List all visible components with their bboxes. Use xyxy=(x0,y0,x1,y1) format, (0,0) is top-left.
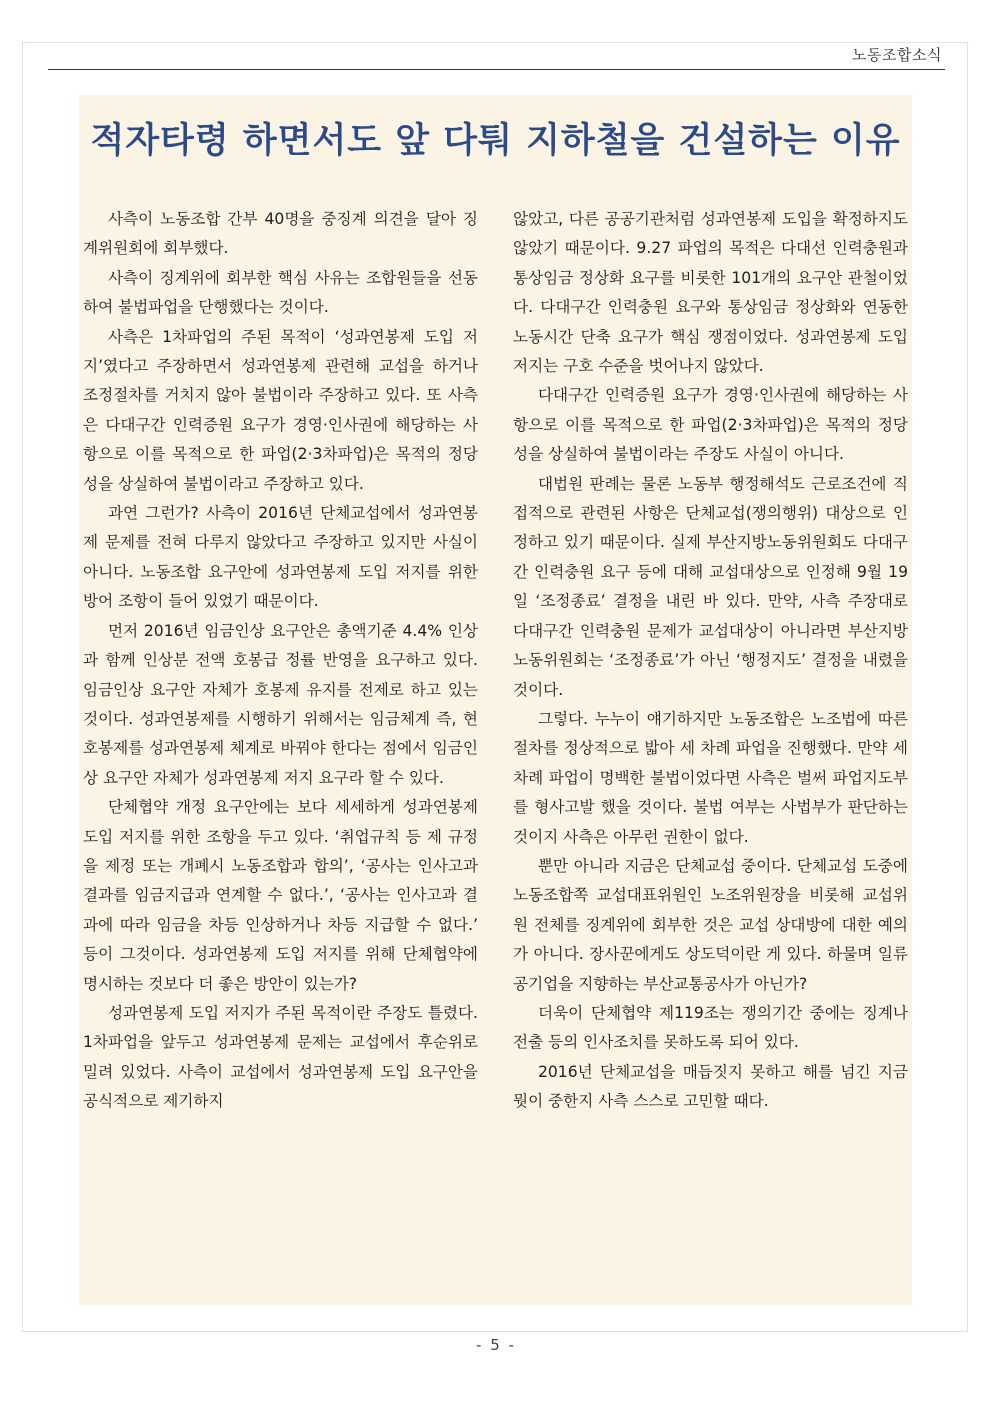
paragraph: 먼저 2016년 임금인상 요구안은 총액기준 4.4% 인상과 함께 인상분 전액 호봉급 정률 반영을 요구하고 있다. 임금인상 요구안 자체가 호봉제 유지를 전제로 하고 있는 것이다. 성과연봉제를 시행하기 위해서는 임금체계 즉, 현 호봉제를 성과연봉제 체계로 바꿔야 한다는 점에서 임금인상 요구안 자체가 성과연봉제 저지 요구라 할 수 있다. xyxy=(83,621,478,787)
paragraph: 성과연봉제 도입 저지가 주된 목적이란 주장도 틀렸다. 1차파업을 앞두고 성과연봉제 문제는 교섭에서 후순위로 밀려 있었다. 사측이 교섭에서 성과연봉제 도입 요구안을 공식적으로 제기하지 xyxy=(83,1003,478,1111)
paragraph: 단체협약 개정 요구안에는 보다 세세하게 성과연봉제 도입 저지를 위한 조항을 두고 있다. ‘취업규칙 등 제 규정을 제정 또는 개폐시 노동조합과 합의’, ‘공사는 인사고과 결과를 임금지급과 연계할 수 없다.’, ‘공사는 인사고과 결과에 따라 임금을 차등 인상하거나 차등 지급할 수 없다.’ 등이 그것이다. 성과연봉제 도입 저지를 위해 단체협약에 명시하는 것보다 더 좋은 방안이 있는가? xyxy=(83,798,478,993)
paragraph-continuation: 않았고, 다른 공공기관처럼 성과연봉제 도입을 확정하지도 않았기 때문이다. 9.27 파업의 목적은 다대선 인력충원과 통상임금 정상화 요구를 비롯한 101개의 요구안 관철이었다. 다대구간 인력충원 요구와 통상임금 정상화와 연동한 노동시간 단축 요구가 핵심 쟁점이었다. 성과연봉제 도입 저지는 구호 수준을 벗어나지 않았다. xyxy=(513,210,908,376)
paragraph: 뿐만 아니라 지금은 단체교섭 중이다. 단체교섭 도중에 노동조합쪽 교섭대표위원인 노조위원장을 비롯해 교섭위원 전체를 징계위에 회부한 것은 교섭 상대방에 대한 예의가 아니다. 장사꾼에게도 상도덕이란 게 있다. 하물며 일류 공기업을 지향하는 부산교통공사가 아닌가? xyxy=(513,856,908,993)
paragraph: 사측이 노동조합 간부 40명을 중징계 의견을 달아 징계위원회에 회부했다. xyxy=(83,210,478,258)
article-box xyxy=(79,95,912,1305)
paragraph: 2016년 단체교섭을 매듭짓지 못하고 해를 넘긴 지금 뭣이 중한지 사측 스스로 고민할 때다. xyxy=(513,1062,908,1111)
paragraph: 더욱이 단체협약 제119조는 쟁의기간 중에는 징계나 전출 등의 인사조치를 못하도록 되어 있다. xyxy=(513,1003,908,1052)
paragraph: 다대구간 인력증원 요구가 경영·인사권에 해당하는 사항으로 이를 목적으로 한 파업(2·3차파업)은 목적의 정당성을 상실하여 불법이라는 주장도 사실이 아니다. xyxy=(513,386,908,464)
paragraph: 사측이 징계위에 회부한 핵심 사유는 조합원들을 선동하여 불법파업을 단행했다는 것이다. xyxy=(83,268,478,317)
section-name: 노동조합소식 xyxy=(852,46,942,64)
right-column xyxy=(513,205,908,1117)
paragraph: 그렇다. 누누이 얘기하지만 노동조합은 노조법에 따른 절차를 정상적으로 밟아 세 차례 파업을 진행했다. 만약 세 차례 파업이 명백한 불법이었다면 사측은 벌써 파업지도부를 형사고발 했을 것이다. 불법 여부는 사법부가 판단하는 것이지 사측은 아무런 권한이 없다. xyxy=(513,709,908,846)
paragraph: 사측은 1차파업의 주된 목적이 ‘성과연봉제 도입 저지’였다고 주장하면서 성과연봉제 관련해 교섭을 하거나 조정절차를 거치지 않아 불법이라 주장하고 있다. 또 사측은 다대구간 인력증원 요구가 경영·인사권에 해당하는 사항으로 이를 목적으로 한 파업(2·3차파업)은 목적의 정당성을 상실하여 불법이라고 주장하고 있다. xyxy=(83,327,478,493)
paragraph: 대법원 판례는 물론 노동부 행정해석도 근로조건에 직접적으로 관련된 사항은 단체교섭(쟁의행위) 대상으로 인정하고 있기 때문이다. 실제 부산지방노동위원회도 다대구간 인력충원 요구 등에 대해 교섭대상으로 인정해 9월 19일 ‘조정종료’ 결정을 내린 바 있다. 만약, 사측 주장대로 다대구간 인력충원 문제가 교섭대상이 아니라면 부산지방노동위원회는 ‘조정종료’가 아닌 ‘행정지도’ 결정을 내렸을 것이다. xyxy=(513,474,908,699)
article-title: 적자타령 하면서도 앞 다퉈 지하철을 건설하는 이유 xyxy=(90,120,901,161)
page-number: - 5 - xyxy=(476,1336,516,1354)
left-column xyxy=(83,205,478,1117)
paragraph: 과연 그런가? 사측이 2016년 단체교섭에서 성과연봉제 문제를 전혀 다루지 않았다고 주장하고 있지만 사실이 아니다. 노동조합 요구안에 성과연봉제 도입 저지를 위한 방어 조항이 들어 있었기 때문이다. xyxy=(83,504,478,611)
header-rule xyxy=(48,69,945,70)
